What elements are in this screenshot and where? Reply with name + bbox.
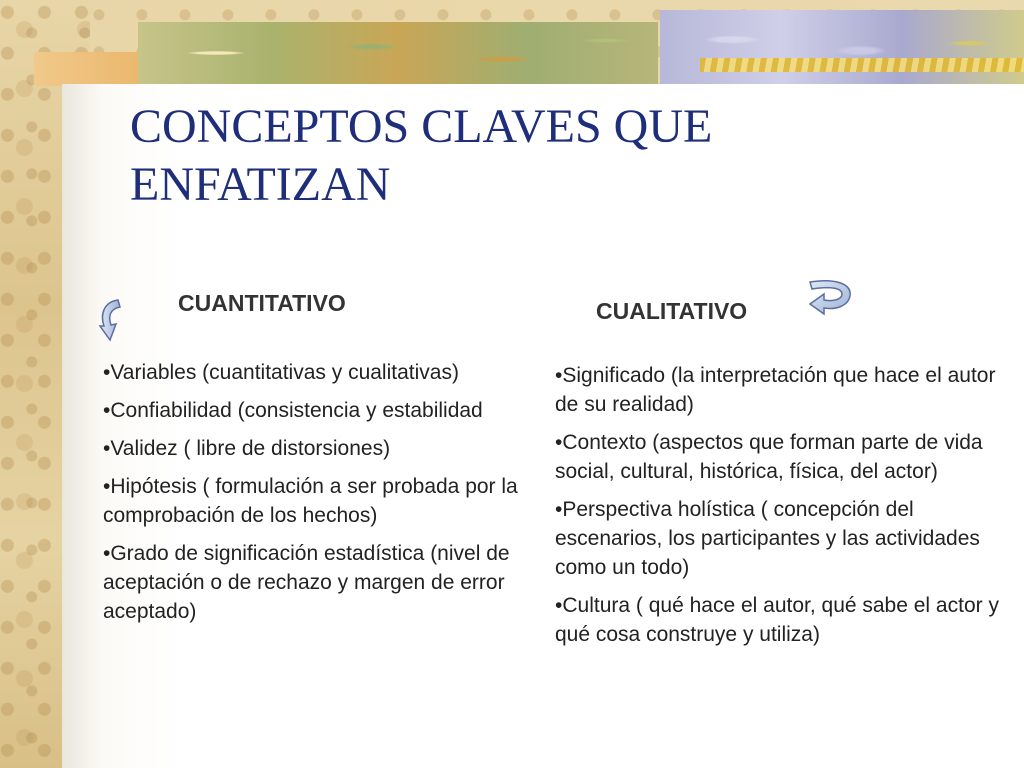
cuantitativo-list — [103, 358, 543, 635]
list-item: •Grado de significación estadística (nivel de aceptación o de rechazo y margen de error aceptado) — [103, 542, 510, 623]
column-heading-cuantitativo: CUANTITATIVO — [178, 290, 346, 316]
list-item: •Significado (la interpretación que hace el autor de su realidad) — [555, 364, 996, 416]
decorative-flower-collage — [660, 10, 1024, 84]
decorative-yellow-strip — [700, 58, 1024, 72]
list-item: •Variables (cuantitativas y cualitativas) — [103, 361, 459, 384]
cualitativo-list — [555, 361, 1015, 658]
decorative-orange-bar — [34, 52, 154, 86]
slide-title: CONCEPTOS CLAVES QUE ENFATIZAN — [130, 100, 713, 211]
list-item: •Perspectiva holística ( concepción del escenarios, los participantes y las actividades como un todo) — [555, 498, 980, 579]
decorative-leaf-collage — [138, 22, 658, 84]
list-item: •Hipótesis ( formulación a ser probada por la comprobación de los hechos) — [103, 475, 518, 527]
list-item: •Validez ( libre de distorsiones) — [103, 437, 391, 460]
list-item: •Cultura ( qué hace el autor, qué sabe el actor y qué cosa construye y utiliza) — [555, 594, 999, 646]
list-item: •Contexto (aspectos que forman parte de vida social, cultural, histórica, física, del actor) — [555, 431, 983, 483]
column-heading-cualitativo: CUALITATIVO — [596, 298, 748, 324]
curved-arrow-down-icon — [96, 296, 130, 346]
list-item: •Confiabilidad (consistencia y estabilidad — [103, 399, 483, 422]
curved-arrow-left-icon — [806, 276, 854, 320]
